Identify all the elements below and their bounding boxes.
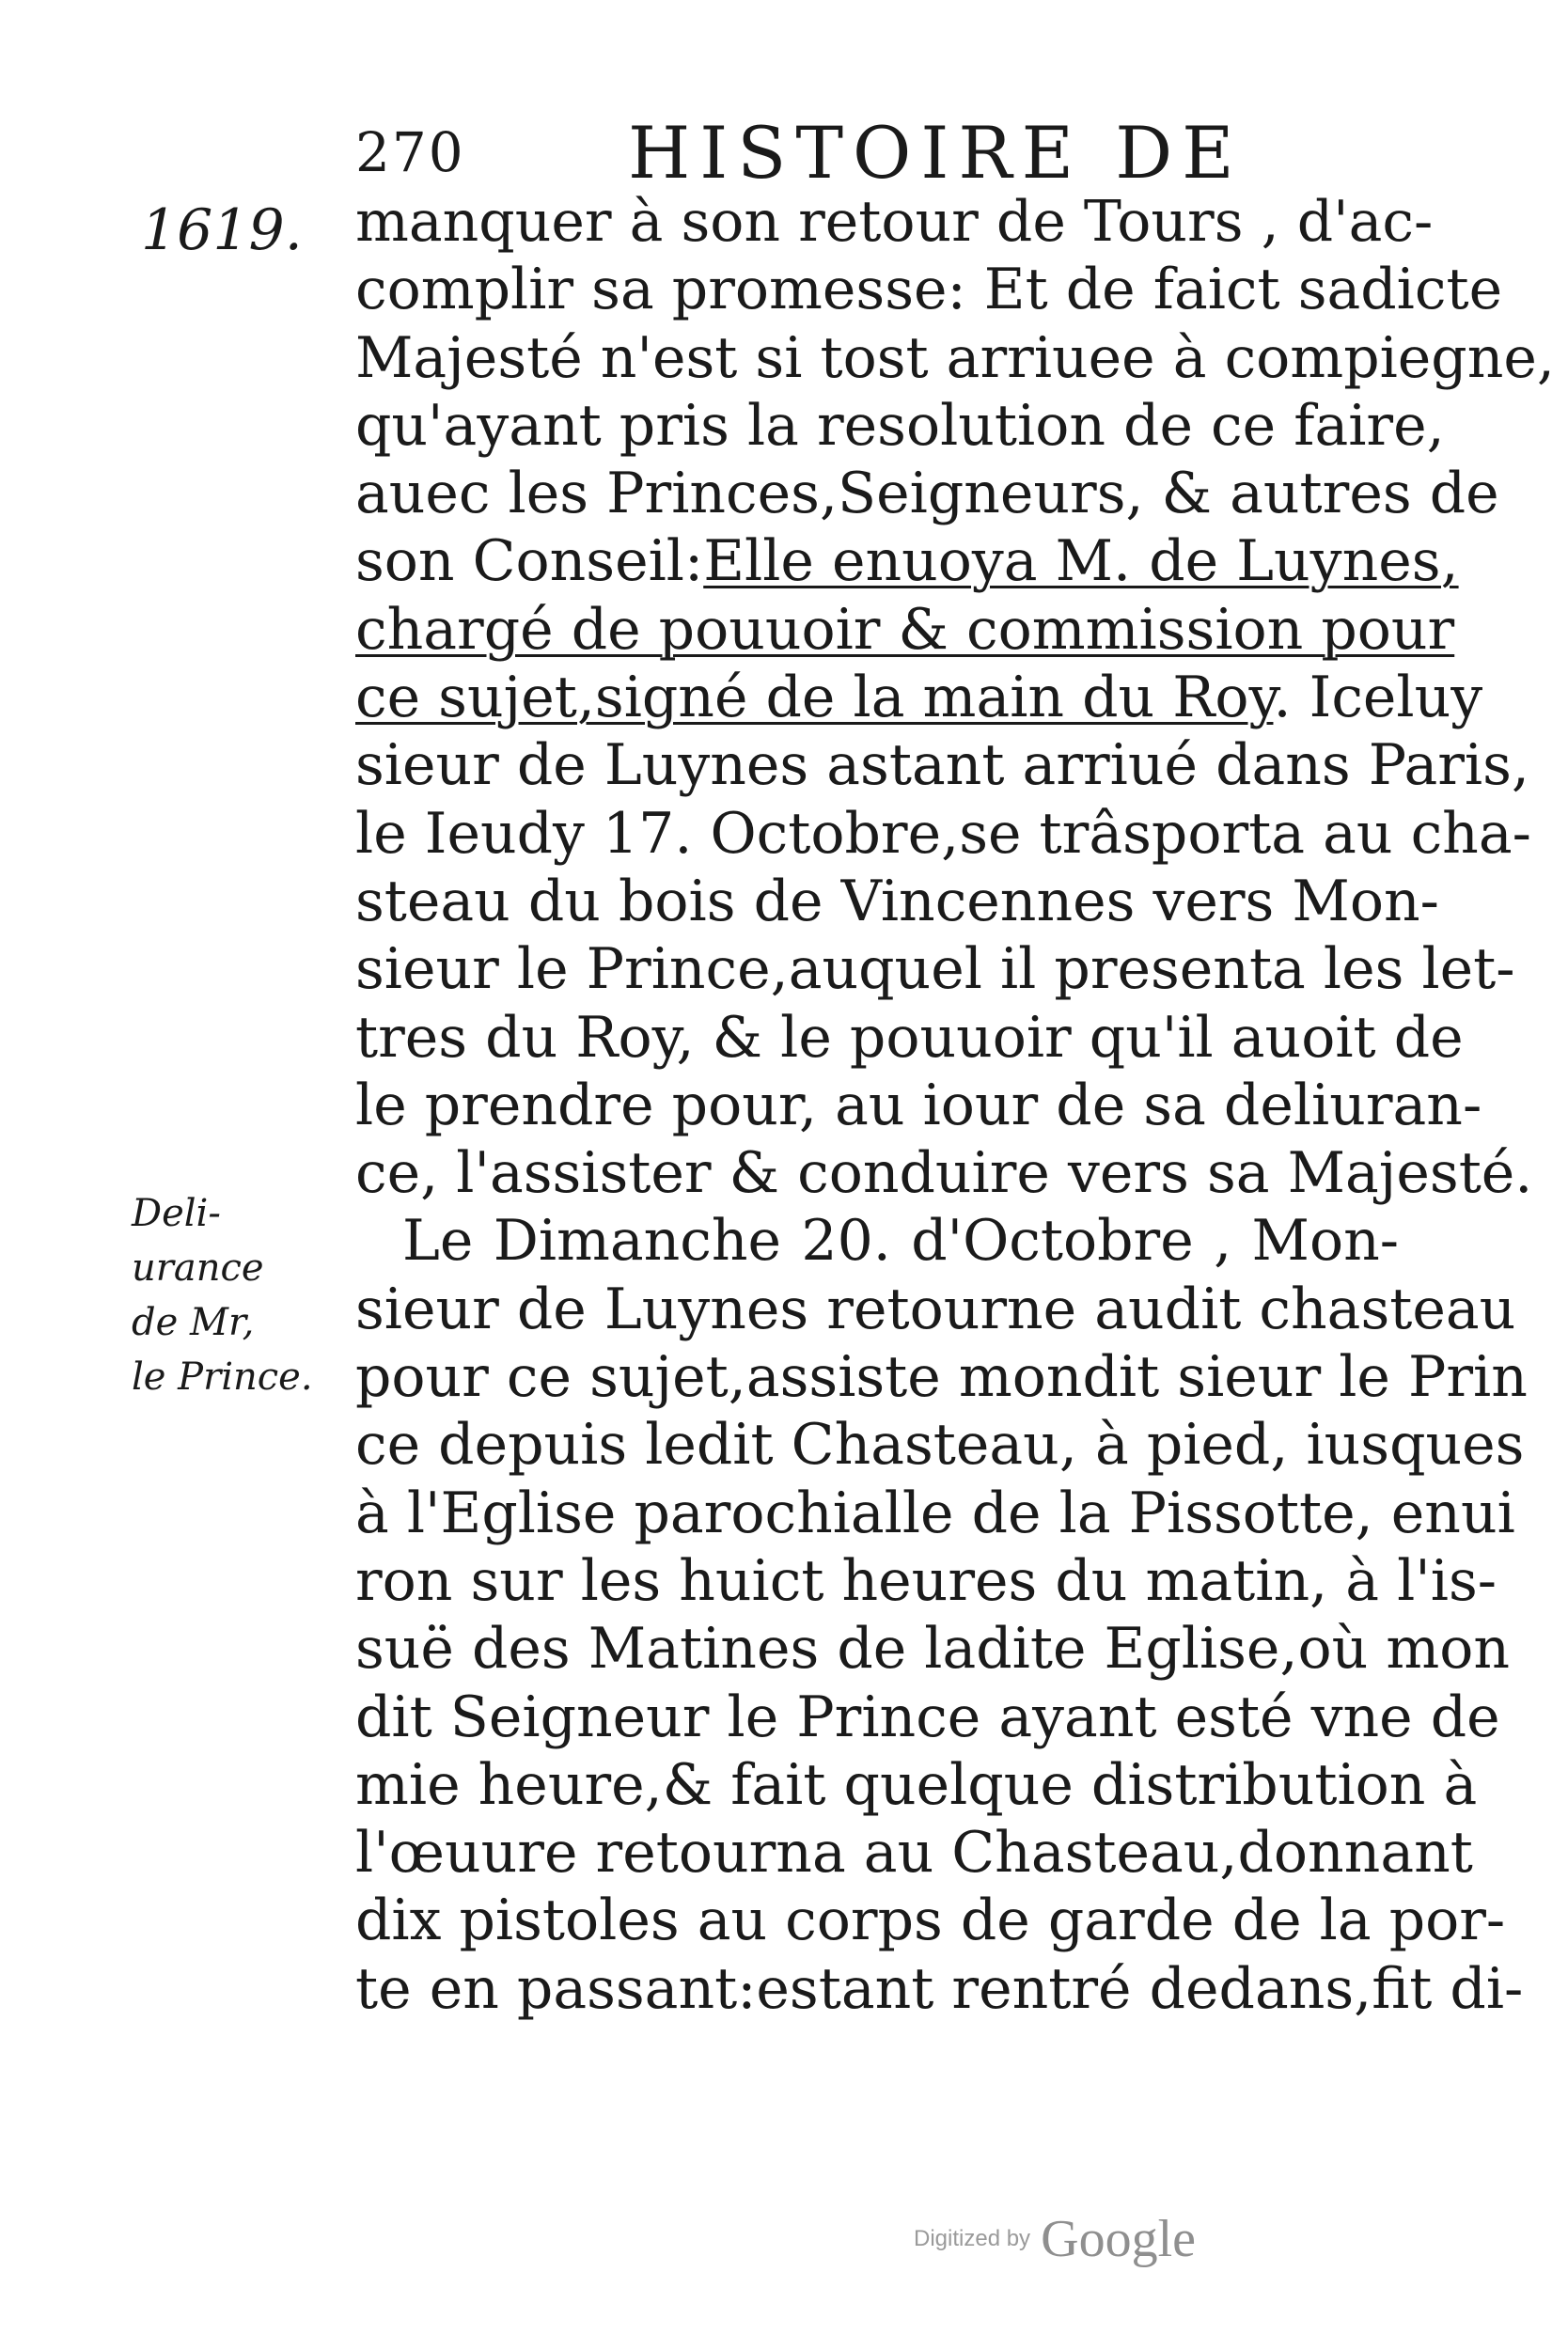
marginal-note-line: le Prince. bbox=[132, 1355, 313, 1399]
text-line bbox=[355, 527, 1459, 595]
text-line: ce, l'assister & conduire vers sa Majesté. bbox=[355, 1140, 1533, 1207]
text-line bbox=[355, 664, 1483, 731]
text-line: sieur le Prince,auquel il presenta les let- bbox=[355, 936, 1515, 1003]
paragraph-start-line: Le Dimanche 20. d'Octobre , Mon- bbox=[402, 1208, 1399, 1275]
marginal-note-line: de Mr, bbox=[132, 1301, 255, 1344]
text-line: tres du Roy, & le pouuoir qu'il auoit de bbox=[355, 1004, 1464, 1071]
text-line: steau du bois de Vincennes vers Mon- bbox=[355, 868, 1439, 934]
text-line: sieur de Luynes retourne audit chasteau bbox=[355, 1276, 1516, 1342]
text-line: dit Seigneur le Prince ayant esté vne de bbox=[355, 1684, 1500, 1750]
margin-year: 1619. bbox=[141, 197, 303, 263]
text-line: ron sur les huict heures du matin, à l'is- bbox=[355, 1547, 1497, 1614]
text-line: manquer à son retour de Tours , d'ac- bbox=[355, 189, 1434, 255]
text-line: te en passant:estant rentré dedans,fit di- bbox=[355, 1955, 1524, 2022]
google-logo: Google bbox=[1041, 2210, 1197, 2268]
page-number: 270 bbox=[355, 120, 465, 184]
text-segment: . Iceluy bbox=[1273, 665, 1483, 731]
text-line bbox=[355, 596, 1455, 664]
text-line: sieur de Luynes astant arriué dans Paris, bbox=[355, 732, 1529, 799]
page-header bbox=[355, 111, 1277, 196]
text-line: Majesté n'est si tost arriuee à compiegne, bbox=[355, 324, 1555, 391]
underlined-text: Elle enuoya M. de Luynes, bbox=[703, 528, 1459, 595]
text-line: à l'Eglise parochialle de la Pissotte, enui bbox=[355, 1480, 1515, 1546]
body-text bbox=[355, 188, 1555, 2023]
underlined-text: chargé de pouuoir & commission pour bbox=[355, 596, 1455, 663]
marginal-note-line: urance bbox=[132, 1246, 264, 1290]
text-line: le Ieudy 17. Octobre,se trâsporta au cha- bbox=[355, 800, 1531, 867]
digitized-by-label: Digitized by bbox=[914, 2226, 1031, 2251]
text-line: complir sa promesse: Et de faict sadicte bbox=[355, 257, 1503, 323]
text-line: l'œuure retourna au Chasteau,donnant bbox=[355, 1820, 1473, 1887]
marginal-note bbox=[132, 1186, 348, 1404]
text-line: ce depuis ledit Chasteau, à pied, iusques bbox=[355, 1412, 1525, 1479]
text-line: dix pistoles au corps de garde de la por- bbox=[355, 1888, 1506, 1954]
text-line: le prendre pour, au iour de sa deliuran- bbox=[355, 1072, 1482, 1138]
running-title: HISTOIRE DE bbox=[628, 111, 1244, 195]
text-line: pour ce sujet,assiste mondit sieur le Prin bbox=[355, 1344, 1528, 1411]
text-line: auec les Princes,Seigneurs, & autres de bbox=[355, 461, 1499, 527]
text-line: mie heure,& fait quelque distribution à bbox=[355, 1751, 1478, 1818]
text-line: qu'ayant pris la resolution de ce faire, bbox=[355, 392, 1445, 459]
text-segment: son Conseil: bbox=[355, 528, 704, 595]
underlined-text: ce sujet,signé de la main du Roy bbox=[355, 665, 1274, 731]
digitization-watermark bbox=[914, 2209, 1196, 2269]
marginal-note-line: Deli- bbox=[132, 1192, 221, 1235]
text-line: suë des Matines de ladite Eglise,où mon bbox=[355, 1616, 1511, 1683]
